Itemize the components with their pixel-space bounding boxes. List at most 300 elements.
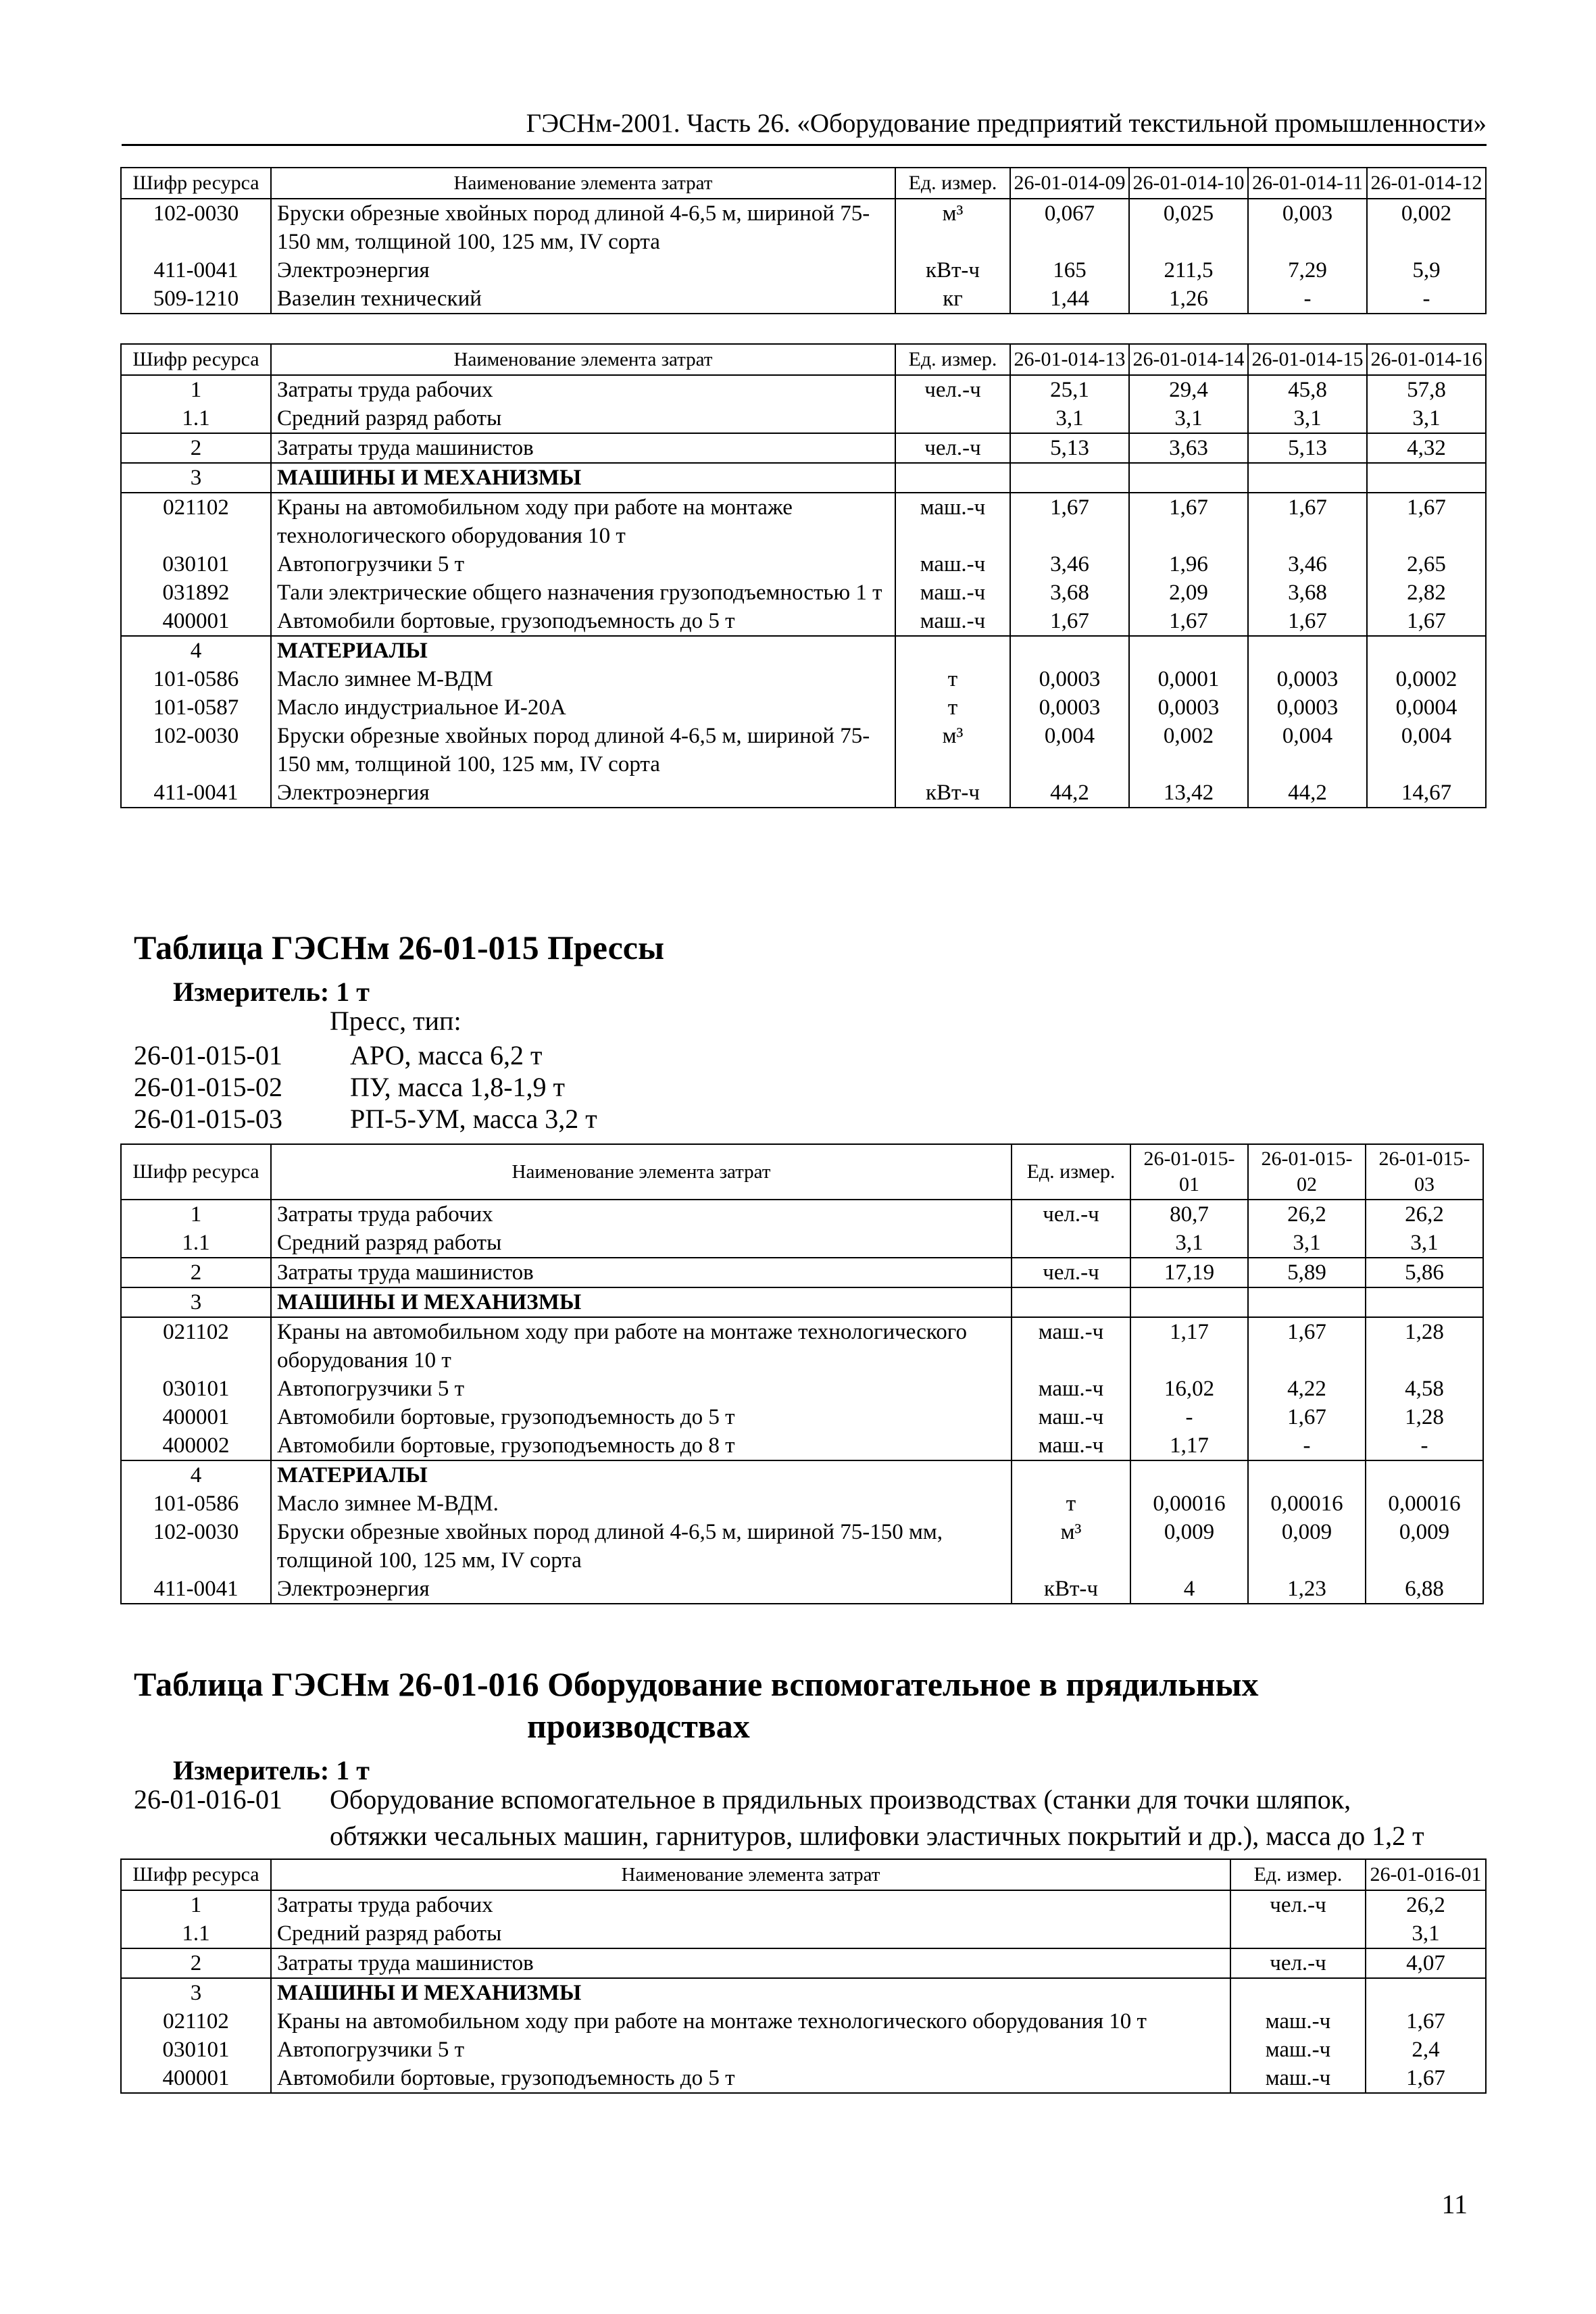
norm-value: 3,68 [1248, 578, 1367, 607]
unit [1230, 1978, 1366, 2007]
resource-code: 3 [121, 1287, 271, 1317]
norm-value: 0,0003 [1010, 693, 1129, 722]
norm-value: 0,004 [1248, 722, 1367, 779]
resource-code: 509-1210 [121, 285, 271, 314]
unit: чел.-ч [895, 375, 1010, 404]
norm-value: 17,19 [1130, 1258, 1248, 1287]
section-heading: МАШИНЫ И МЕХАНИЗМЫ [271, 1978, 1230, 2007]
cost-element-name: Электроэнергия [271, 1575, 1012, 1604]
unit: маш.-ч [1012, 1375, 1130, 1403]
table-title-015: Таблица ГЭСНм 26-01-015 Прессы [134, 929, 665, 966]
table-title-016-line2: производствах [527, 1707, 750, 1745]
resource-code: 1.1 [121, 1919, 271, 1948]
unit: кг [895, 285, 1010, 314]
norm-value: 0,002 [1367, 199, 1486, 256]
norm-value: 5,13 [1010, 433, 1129, 463]
unit [895, 636, 1010, 665]
norm-value: 3,1 [1130, 1229, 1248, 1258]
table-row [121, 2064, 1486, 2093]
cost-element-name: Автомобили бортовые, грузоподъемность до 5 т [271, 2064, 1230, 2093]
table [120, 1143, 1484, 1604]
norm-value: 5,9 [1367, 256, 1486, 285]
norm-value: 1,67 [1366, 2064, 1486, 2093]
resource-table-014-09-12 [120, 167, 1485, 314]
cost-element-name: Затраты труда машинистов [271, 433, 895, 463]
resource-code: 2 [121, 1258, 271, 1287]
table-row [121, 1575, 1483, 1604]
norm-value [1366, 1978, 1486, 2007]
table [120, 167, 1487, 314]
cost-element-name: Автопогрузчики 5 т [271, 1375, 1012, 1403]
norm-value: 3,1 [1248, 404, 1367, 433]
unit: т [1012, 1490, 1130, 1518]
table-row [121, 1919, 1486, 1948]
cost-element-name: Масло индустриальное И-20А [271, 693, 895, 722]
norm-value: 0,0002 [1367, 665, 1486, 693]
norm-value [1129, 636, 1248, 665]
norm-value: 0,009 [1248, 1518, 1366, 1575]
cost-element-name: Затраты труда машинистов [271, 1948, 1230, 1978]
resource-code: 400001 [121, 2064, 271, 2093]
resource-table-014-13-16 [120, 343, 1485, 808]
table-row [121, 404, 1486, 433]
resource-code: 030101 [121, 2036, 271, 2064]
norm-value: 4,58 [1366, 1375, 1483, 1403]
header-norm-code: 26-01-014-11 [1248, 168, 1367, 199]
unit: маш.-ч [1012, 1403, 1130, 1431]
norm-value: 1,44 [1010, 285, 1129, 314]
norm-value [1367, 463, 1486, 493]
header-norm-code: 26-01-014-16 [1367, 344, 1486, 375]
item-text: АРО, масса 6,2 т [350, 1040, 543, 1070]
norm-value: 0,004 [1367, 722, 1486, 779]
norm-value: 0,0003 [1010, 665, 1129, 693]
table-title-016-line1: Таблица ГЭСНм 26-01-016 Оборудование вспомогательное в прядильных [134, 1665, 1259, 1703]
cost-element-name: Автомобили бортовые, грузоподъемность до 5 т [271, 1403, 1012, 1431]
norm-value: 7,29 [1248, 256, 1367, 285]
table-row [121, 779, 1486, 808]
norm-value: 2,4 [1366, 2036, 1486, 2064]
resource-code: 102-0030 [121, 722, 271, 779]
header-cost-element: Наименование элемента затрат [271, 344, 895, 375]
cost-element-name: Автомобили бортовые, грузоподъемность до 5 т [271, 607, 895, 636]
header-unit: Ед. измер. [1230, 1859, 1366, 1890]
table-row [121, 1431, 1483, 1460]
resource-code: 400001 [121, 607, 271, 636]
header-norm-code: 26-01-014-09 [1010, 168, 1129, 199]
cost-element-name: Краны на автомобильном ходу при работе на монтаже технологического оборудования 10 т [271, 1317, 1012, 1375]
unit: маш.-ч [895, 493, 1010, 550]
section-heading: МАТЕРИАЛЫ [271, 1460, 1012, 1490]
table-row [121, 578, 1486, 607]
unit [1012, 1287, 1130, 1317]
norm-value: 1,67 [1248, 1317, 1366, 1375]
unit: кВт-ч [895, 779, 1010, 808]
table-row [121, 722, 1486, 779]
norm-value: 1,67 [1010, 607, 1129, 636]
norm-value: 57,8 [1367, 375, 1486, 404]
norm-value: 0,009 [1366, 1518, 1483, 1575]
norm-value: 3,68 [1010, 578, 1129, 607]
norm-value: 25,1 [1010, 375, 1129, 404]
resource-code: 411-0041 [121, 1575, 271, 1604]
table-row [121, 1978, 1486, 2007]
norm-value: - [1248, 285, 1367, 314]
norm-value: 26,2 [1366, 1200, 1483, 1229]
norm-value [1248, 463, 1367, 493]
resource-code: 2 [121, 433, 271, 463]
table-row [121, 1490, 1483, 1518]
page-header-text: ГЭСНм-2001. Часть 26. «Оборудование предприятий текстильной промышленности» [526, 109, 1487, 138]
header-resource-code: Шифр ресурса [121, 1859, 271, 1890]
header-norm-code: 26-01-015-02 [1248, 1144, 1366, 1200]
unit: чел.-ч [1012, 1258, 1130, 1287]
table-row [121, 1518, 1483, 1575]
norm-value: 0,0003 [1248, 693, 1367, 722]
resource-code: 021102 [121, 2007, 271, 2036]
unit: м³ [1012, 1518, 1130, 1575]
unit: маш.-ч [1230, 2064, 1366, 2093]
norm-value [1248, 636, 1367, 665]
header-norm-code: 26-01-014-14 [1129, 344, 1248, 375]
table-row [121, 1317, 1483, 1375]
norm-value: 1,26 [1129, 285, 1248, 314]
resource-code: 411-0041 [121, 779, 271, 808]
unit: т [895, 665, 1010, 693]
cost-element-name: Затраты труда рабочих [271, 1890, 1230, 1919]
unit: чел.-ч [895, 433, 1010, 463]
table-header-row [121, 344, 1486, 375]
table-row [121, 433, 1486, 463]
resource-code: 102-0030 [121, 199, 271, 256]
unit: маш.-ч [1012, 1317, 1130, 1375]
norm-value: 6,88 [1366, 1575, 1483, 1604]
norm-value: 4 [1130, 1575, 1248, 1604]
table-row [121, 1460, 1483, 1490]
header-resource-code: Шифр ресурса [121, 168, 271, 199]
item-code: 26-01-015-01 [134, 1040, 282, 1070]
norm-value: 3,1 [1010, 404, 1129, 433]
norm-value: 4,22 [1248, 1375, 1366, 1403]
norm-value: 1,28 [1366, 1403, 1483, 1431]
norm-value: 14,67 [1367, 779, 1486, 808]
cost-element-name: Затраты труда машинистов [271, 1258, 1012, 1287]
norm-value: 3,1 [1367, 404, 1486, 433]
norm-value: 16,02 [1130, 1375, 1248, 1403]
unit: маш.-ч [1230, 2036, 1366, 2064]
cost-element-name: Бруски обрезные хвойных пород длиной 4-6,5 м, шириной 75-150 мм, толщиной 100, 125 мм, IV сорта [271, 199, 895, 256]
unit [895, 463, 1010, 493]
table-row [121, 285, 1486, 314]
norm-value: 0,00016 [1248, 1490, 1366, 1518]
cost-element-name: Средний разряд работы [271, 1919, 1230, 1948]
page-number: 11 [1441, 2189, 1468, 2219]
norm-value: 1,67 [1010, 493, 1129, 550]
resource-table-016 [120, 1858, 1485, 2094]
cost-element-name: Средний разряд работы [271, 1229, 1012, 1258]
norm-value: 44,2 [1248, 779, 1367, 808]
norm-value: 2,82 [1367, 578, 1486, 607]
unit: маш.-ч [1230, 2007, 1366, 2036]
meter-015: Измеритель: 1 т [173, 977, 370, 1007]
cost-element-name: Тали электрические общего назначения грузоподъемностью 1 т [271, 578, 895, 607]
norm-value: 1,17 [1130, 1317, 1248, 1375]
table-row [121, 1229, 1483, 1258]
table-header-row [121, 1144, 1483, 1200]
unit [1012, 1460, 1130, 1490]
norm-value: - [1367, 285, 1486, 314]
resource-code: 021102 [121, 1317, 271, 1375]
resource-code: 1.1 [121, 404, 271, 433]
table-row [121, 550, 1486, 578]
resource-code: 1.1 [121, 1229, 271, 1258]
table-row [121, 463, 1486, 493]
unit [895, 404, 1010, 433]
resource-table-015 [120, 1143, 1482, 1604]
norm-value: 0,067 [1010, 199, 1129, 256]
item-code: 26-01-015-03 [134, 1104, 282, 1134]
norm-value: 0,002 [1129, 722, 1248, 779]
table-row [121, 1948, 1486, 1978]
header-unit: Ед. измер. [895, 344, 1010, 375]
norm-value [1366, 1460, 1483, 1490]
norm-value: 1,67 [1367, 493, 1486, 550]
table-row [121, 1258, 1483, 1287]
norm-value [1129, 463, 1248, 493]
item-code: 26-01-016-01 [134, 1784, 282, 1815]
norm-value [1010, 636, 1129, 665]
norm-value: 3,1 [1366, 1919, 1486, 1948]
cost-element-name: Масло зимнее М-ВДМ. [271, 1490, 1012, 1518]
table-header-row [121, 1859, 1486, 1890]
item-code: 26-01-015-02 [134, 1072, 282, 1102]
norm-value: 3,1 [1129, 404, 1248, 433]
cost-element-name: Масло зимнее М-ВДМ [271, 665, 895, 693]
table-row [121, 2007, 1486, 2036]
cost-element-name: Электроэнергия [271, 256, 895, 285]
table-row [121, 1403, 1483, 1431]
norm-value: 1,67 [1366, 2007, 1486, 2036]
unit: м³ [895, 722, 1010, 779]
norm-value: 0,0001 [1129, 665, 1248, 693]
press-type-intro: Пресс, тип: [330, 1006, 462, 1036]
cost-element-name: Бруски обрезные хвойных пород длиной 4-6,5 м, шириной 75-150 мм, толщиной 100, 125 мм, IV сорта [271, 1518, 1012, 1575]
resource-code: 3 [121, 1978, 271, 2007]
unit: маш.-ч [895, 578, 1010, 607]
table-row [121, 665, 1486, 693]
cost-element-name: Вазелин технический [271, 285, 895, 314]
resource-code: 101-0587 [121, 693, 271, 722]
unit: кВт-ч [895, 256, 1010, 285]
norm-value: 1,67 [1248, 1403, 1366, 1431]
resource-code: 102-0030 [121, 1518, 271, 1575]
item-text-line1: Оборудование вспомогательное в прядильных производствах (станки для точки шляпок, [330, 1784, 1351, 1815]
norm-value: 45,8 [1248, 375, 1367, 404]
resource-code: 400002 [121, 1431, 271, 1460]
resource-code: 1 [121, 1200, 271, 1229]
table-row [121, 1200, 1483, 1229]
header-resource-code: Шифр ресурса [121, 344, 271, 375]
unit: чел.-ч [1230, 1948, 1366, 1978]
norm-value: 3,46 [1010, 550, 1129, 578]
meter-016: Измеритель: 1 т [173, 1755, 370, 1786]
norm-value: 0,0003 [1248, 665, 1367, 693]
table [120, 1858, 1487, 2094]
norm-value: - [1130, 1403, 1248, 1431]
unit: чел.-ч [1230, 1890, 1366, 1919]
table-row [121, 256, 1486, 285]
resource-code: 1 [121, 1890, 271, 1919]
cost-element-name: Электроэнергия [271, 779, 895, 808]
header-norm-code: 26-01-014-13 [1010, 344, 1129, 375]
cost-element-name: Краны на автомобильном ходу при работе на монтаже технологического оборудования 10 т [271, 2007, 1230, 2036]
unit: маш.-ч [1012, 1431, 1130, 1460]
norm-value: 13,42 [1129, 779, 1248, 808]
table-row [121, 199, 1486, 256]
unit: маш.-ч [895, 550, 1010, 578]
resource-code: 030101 [121, 550, 271, 578]
norm-value: 0,00016 [1366, 1490, 1483, 1518]
norm-value: 26,2 [1366, 1890, 1486, 1919]
header-norm-code: 26-01-015-01 [1130, 1144, 1248, 1200]
norm-value: 0,004 [1010, 722, 1129, 779]
norm-value: 29,4 [1129, 375, 1248, 404]
unit: м³ [895, 199, 1010, 256]
norm-value: 2,09 [1129, 578, 1248, 607]
norm-value: 1,67 [1129, 607, 1248, 636]
cost-element-name: Автопогрузчики 5 т [271, 2036, 1230, 2064]
norm-value: 3,1 [1248, 1229, 1366, 1258]
table-row [121, 1287, 1483, 1317]
item-text: РП-5-УМ, масса 3,2 т [350, 1104, 597, 1134]
resource-code: 030101 [121, 1375, 271, 1403]
resource-code: 411-0041 [121, 256, 271, 285]
norm-value: - [1248, 1431, 1366, 1460]
header-unit: Ед. измер. [895, 168, 1010, 199]
norm-value: 80,7 [1130, 1200, 1248, 1229]
norm-value: 5,86 [1366, 1258, 1483, 1287]
table-header-row [121, 168, 1486, 199]
table [120, 343, 1487, 808]
norm-value: 1,67 [1367, 607, 1486, 636]
norm-value [1248, 1287, 1366, 1317]
unit: кВт-ч [1012, 1575, 1130, 1604]
norm-value: 5,89 [1248, 1258, 1366, 1287]
unit: чел.-ч [1012, 1200, 1130, 1229]
norm-value: 0,0003 [1129, 693, 1248, 722]
header-norm-code: 26-01-014-10 [1129, 168, 1248, 199]
table-row [121, 493, 1486, 550]
header-cost-element: Наименование элемента затрат [271, 1144, 1012, 1200]
cost-element-name: Средний разряд работы [271, 404, 895, 433]
page-header [122, 108, 1487, 146]
header-norm-code: 26-01-014-12 [1367, 168, 1486, 199]
norm-value [1130, 1287, 1248, 1317]
resource-code: 101-0586 [121, 1490, 271, 1518]
resource-code: 400001 [121, 1403, 271, 1431]
header-cost-element: Наименование элемента затрат [271, 1859, 1230, 1890]
norm-value [1248, 1460, 1366, 1490]
header-norm-code: 26-01-016-01 [1366, 1859, 1486, 1890]
table-row [121, 375, 1486, 404]
norm-value [1010, 463, 1129, 493]
norm-value: 5,13 [1248, 433, 1367, 463]
resource-code: 2 [121, 1948, 271, 1978]
norm-value: 26,2 [1248, 1200, 1366, 1229]
norm-value: 1,28 [1366, 1317, 1483, 1375]
table-row [121, 636, 1486, 665]
table-row [121, 693, 1486, 722]
norm-value: 4,07 [1366, 1948, 1486, 1978]
header-norm-code: 26-01-015-03 [1366, 1144, 1483, 1200]
norm-value: 3,63 [1129, 433, 1248, 463]
unit [1230, 1919, 1366, 1948]
norm-value: 44,2 [1010, 779, 1129, 808]
resource-code: 1 [121, 375, 271, 404]
norm-value: 1,96 [1129, 550, 1248, 578]
norm-value: 3,46 [1248, 550, 1367, 578]
norm-value: 4,32 [1367, 433, 1486, 463]
resource-code: 3 [121, 463, 271, 493]
table-row [121, 607, 1486, 636]
norm-value: 1,67 [1248, 607, 1367, 636]
cost-element-name: Автомобили бортовые, грузоподъемность до 8 т [271, 1431, 1012, 1460]
unit [1012, 1229, 1130, 1258]
table-row [121, 1375, 1483, 1403]
item-text: ПУ, масса 1,8-1,9 т [350, 1072, 566, 1102]
norm-value [1130, 1460, 1248, 1490]
section-heading: МАШИНЫ И МЕХАНИЗМЫ [271, 463, 895, 493]
header-resource-code: Шифр ресурса [121, 1144, 271, 1200]
resource-code: 031892 [121, 578, 271, 607]
norm-value: 165 [1010, 256, 1129, 285]
item-text-line2: обтяжки чесальных машин, гарнитуров, шлифовки эластичных покрытий и др.), масса до 1,2 т [330, 1821, 1424, 1851]
resource-code: 4 [121, 636, 271, 665]
unit: т [895, 693, 1010, 722]
norm-value: 0,009 [1130, 1518, 1248, 1575]
cost-element-name: Затраты труда рабочих [271, 1200, 1012, 1229]
norm-value: - [1366, 1431, 1483, 1460]
norm-value: 2,65 [1367, 550, 1486, 578]
header-unit: Ед. измер. [1012, 1144, 1130, 1200]
norm-value: 0,00016 [1130, 1490, 1248, 1518]
resource-code: 101-0586 [121, 665, 271, 693]
unit: маш.-ч [895, 607, 1010, 636]
norm-value: 1,17 [1130, 1431, 1248, 1460]
norm-value: 1,67 [1129, 493, 1248, 550]
norm-value: 1,67 [1248, 493, 1367, 550]
header-cost-element: Наименование элемента затрат [271, 168, 895, 199]
resource-code: 021102 [121, 493, 271, 550]
norm-value: 1,23 [1248, 1575, 1366, 1604]
section-heading: МАТЕРИАЛЫ [271, 636, 895, 665]
norm-value: 3,1 [1366, 1229, 1483, 1258]
norm-value: 211,5 [1129, 256, 1248, 285]
cost-element-name: Автопогрузчики 5 т [271, 550, 895, 578]
header-norm-code: 26-01-014-15 [1248, 344, 1367, 375]
norm-value: 0,025 [1129, 199, 1248, 256]
resource-code: 4 [121, 1460, 271, 1490]
section-heading: МАШИНЫ И МЕХАНИЗМЫ [271, 1287, 1012, 1317]
cost-element-name: Краны на автомобильном ходу при работе на монтаже технологического оборудования 10 т [271, 493, 895, 550]
cost-element-name: Затраты труда рабочих [271, 375, 895, 404]
norm-value: 0,003 [1248, 199, 1367, 256]
table-row [121, 1890, 1486, 1919]
table-row [121, 2036, 1486, 2064]
norm-value [1366, 1287, 1483, 1317]
norm-value: 0,0004 [1367, 693, 1486, 722]
norm-value [1367, 636, 1486, 665]
